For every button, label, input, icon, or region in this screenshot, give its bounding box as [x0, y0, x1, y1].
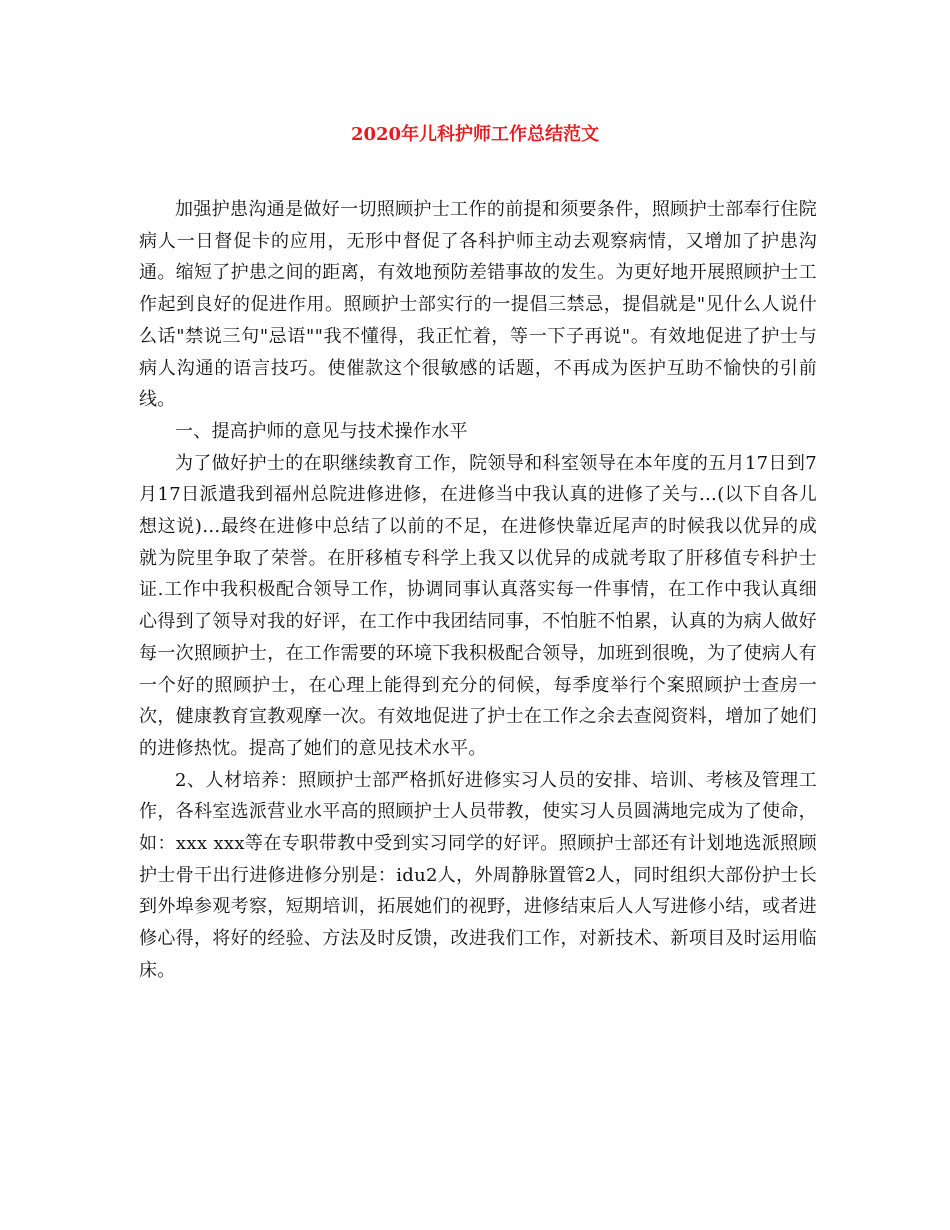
document-body — [139, 194, 817, 987]
paragraph: 加强护患沟通是做好一切照顾护士工作的前提和须要条件，照顾护士部奉行住院病人一日督促卡的应用，无形中督促了各科护师主动去观察病情，又增加了护患沟通。缩短了护患之间的距离，有效地预防差错事故的发生。为更好地开展照顾护士工作起到良好的促进作用。照顾护士部实行的一提倡三禁忌，提倡就是"见什么人说什么话"禁说三句"忌语""我不懂得，我正忙着，等一下子再说"。有效地促进了护士与病人沟通的语言技巧。使催款这个很敏感的话题，不再成为医护互助不愉快的引前线。 — [139, 199, 817, 411]
section-heading: 一、提高护师的意见与技术操作水平 — [175, 420, 468, 442]
document-title: 2020年儿科护师工作总结范文 — [350, 124, 600, 145]
paragraph: 2、人材培养：照顾护士部严格抓好进修实习人员的安排、培训、考核及管理工作，各科室选派营业水平高的照顾护士人员带教，使实习人员圆满地完成为了使命，如：xxx xxx等在专职带教中受到实习同学的好评。照顾护士部还有计划地选派照顾护士骨干出行进修进修分别是：idu2人，外周静脉置管2人，同时组织大部份护士长到外埠参观考察，短期培训，拓展她们的视野，进修结束后人人写进修小结，或者进修心得，将好的经验、方法及时反馈，改进我们工作，对新技术、新项目及时运用临床。 — [139, 769, 817, 981]
paragraph: 为了做好护士的在职继续教育工作，院领导和科室领导在本年度的五月17日到7月17日派遣我到福州总院进修进修，在进修当中我认真的进修了关与…(以下自各儿想这说)…最终在进修中总结了以前的不足，在进修快靠近尾声的时候我以优异的成就为院里争取了荣誉。在肝移植专科学上我又以优异的成就考取了肝移值专科护士证.工作中我积极配合领导工作，协调同事认真落实每一件事情，在工作中我认真细心得到了领导对我的好评，在工作中我团结同事，不怕脏不怕累，认真的为病人做好每一次照顾护士，在工作需要的环境下我积极配合领导，加班到很晚，为了使病人有一个好的照顾护士，在心理上能得到充分的伺候，每季度举行个案照顾护士查房一次，健康教育宣教观摩一次。有效地促进了护士在工作之余去查阅资料，增加了她们的进修热忱。提高了她们的意见技术水平。 — [139, 452, 817, 759]
